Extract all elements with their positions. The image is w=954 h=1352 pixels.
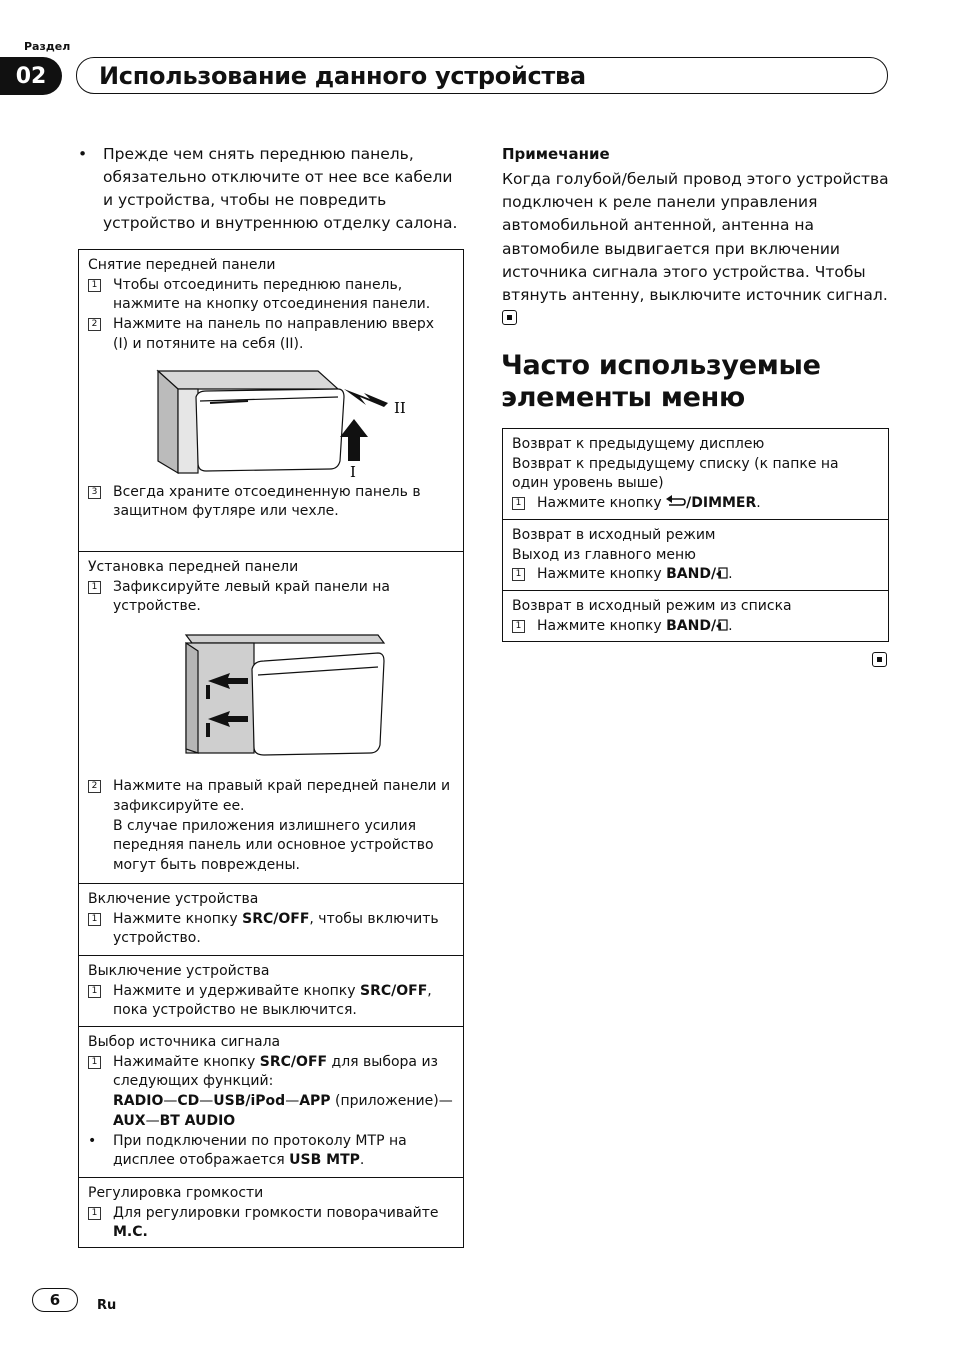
warning-text: В случае приложения излишнего усилия передняя панель или основное устройство могут быть повреждены.	[113, 817, 434, 873]
note-body: Когда голубой/белый провод этого устройства подключен к реле панели управления автомобильной антенной, антенна на автомобиле выдвигается при включении источника сигнала этого устройства. Чтобы втянуть антенну, выключите источник сигнал.	[502, 168, 892, 330]
step	[88, 777, 453, 876]
step-number: 1	[88, 1056, 101, 1069]
step-text: Нажмите на правый край передней панели и зафиксируйте ее. В случае приложения излишнего усилия передняя панель или основное устройство могут быть повреждены.	[113, 778, 451, 873]
step-text: Нажимайте кнопку SRC/OFF для выбора из следующих функций: RADIO—CD—USB/iPod—APP (приложение)— AUX—BT AUDIO	[113, 1053, 453, 1129]
language-code: Ru	[97, 1298, 117, 1313]
step-number: 3	[88, 486, 101, 499]
step-text: Всегда храните отсоединенную панель в защитном футляре или чехле.	[113, 483, 421, 520]
step-number: 1	[88, 1207, 101, 1220]
section-title: Выключение устройства	[88, 963, 270, 979]
end-of-section-icon	[872, 652, 887, 667]
escape-icon	[716, 567, 728, 579]
source-select-section	[79, 1027, 463, 1178]
step	[88, 982, 453, 1021]
section-title: Включение устройства	[88, 891, 259, 907]
section-title: Установка передней панели	[88, 559, 299, 575]
end-of-section-icon	[502, 310, 517, 325]
right-menu-box	[502, 428, 889, 642]
direction-label-I: I	[350, 462, 356, 479]
direction-label-II: II	[394, 398, 406, 417]
page-number: 6	[32, 1288, 78, 1312]
section-line: Возврат в исходный режим из списка	[512, 598, 792, 614]
install-panel-section	[79, 552, 463, 884]
step-number: 2	[88, 780, 101, 793]
section-line: Возврат к предыдущему списку (к папке на один уровень выше)	[512, 455, 839, 492]
remove-panel-section	[79, 250, 463, 552]
step-number: 1	[88, 913, 101, 926]
section-label: Раздел	[24, 40, 71, 53]
step	[512, 617, 878, 637]
intro-bullet-text: Прежде чем снять переднюю панель, обязательно отключите от нее все кабели и устройства, чтобы не повредить устройство и внутреннюю отделку салона.	[103, 145, 458, 232]
left-instruction-box	[78, 249, 464, 1248]
panel-removal-illustration	[88, 361, 448, 479]
step-number: 1	[512, 620, 525, 633]
section-title: Регулировка громкости	[88, 1185, 264, 1201]
step	[88, 1053, 453, 1132]
escape-icon	[716, 619, 728, 631]
back-section	[503, 429, 888, 520]
step-number: 1	[512, 497, 525, 510]
step-number: 1	[88, 985, 101, 998]
panel-install-illustration	[88, 623, 448, 773]
step-number: 1	[512, 568, 525, 581]
step-text: Зафиксируйте левый край панели на устройстве.	[113, 578, 390, 615]
source-sequence: RADIO—CD—USB/iPod—APP (приложение)— AUX—BT AUDIO	[113, 1093, 453, 1129]
intro-bullet	[78, 143, 463, 235]
step-text: Нажмите кнопку SRC/OFF, чтобы включить устройство.	[113, 910, 439, 947]
mtp-bullet	[88, 1132, 453, 1171]
bullet-icon: •	[78, 145, 88, 163]
page-title: Использование данного устройства	[76, 57, 888, 94]
step	[88, 910, 453, 949]
step	[88, 1204, 453, 1243]
step-text: Для регулировки громкости поворачивайте M.C.	[113, 1204, 439, 1241]
step	[88, 276, 453, 315]
return-arrow-icon	[666, 495, 686, 507]
step	[88, 483, 453, 522]
home-section	[503, 520, 888, 591]
step-text: Нажмите и удерживайте кнопку SRC/OFF, пока устройство не выключится.	[113, 982, 432, 1019]
step-text: Чтобы отсоединить переднюю панель, нажмите на кнопку отсоединения панели.	[113, 276, 431, 313]
bullet-text: При подключении по протоколу MTP на дисплее отображается USB MTP.	[113, 1132, 407, 1169]
section-line: Возврат в исходный режим	[512, 527, 716, 543]
step-text: Нажмите кнопку /DIMMER.	[537, 495, 761, 512]
section-number-badge: 02	[0, 57, 62, 95]
step	[512, 494, 878, 514]
step	[88, 315, 453, 354]
step-number: 1	[88, 581, 101, 594]
step	[512, 565, 878, 585]
step-text: Нажмите на панель по направлению вверх (I) и потяните на себя (II).	[113, 316, 435, 352]
step	[88, 578, 453, 617]
menu-heading: Часто используемые элементы меню	[501, 350, 821, 413]
power-off-section	[79, 956, 463, 1027]
bullet-icon: •	[88, 1132, 97, 1149]
section-title: Снятие передней панели	[88, 257, 276, 273]
section-line: Выход из главного меню	[512, 546, 696, 563]
section-title: Выбор источника сигнала	[88, 1034, 281, 1050]
note-title: Примечание	[502, 145, 610, 163]
step-text: Нажмите кнопку BAND/ .	[537, 566, 733, 583]
section-line: Возврат к предыдущему дисплею	[512, 436, 765, 452]
step-number: 2	[88, 318, 101, 331]
step-number: 1	[88, 279, 101, 292]
home-list-section	[503, 591, 888, 643]
volume-section	[79, 1178, 463, 1250]
power-on-section	[79, 884, 463, 956]
step-text: Нажмите кнопку BAND/ .	[537, 617, 733, 634]
